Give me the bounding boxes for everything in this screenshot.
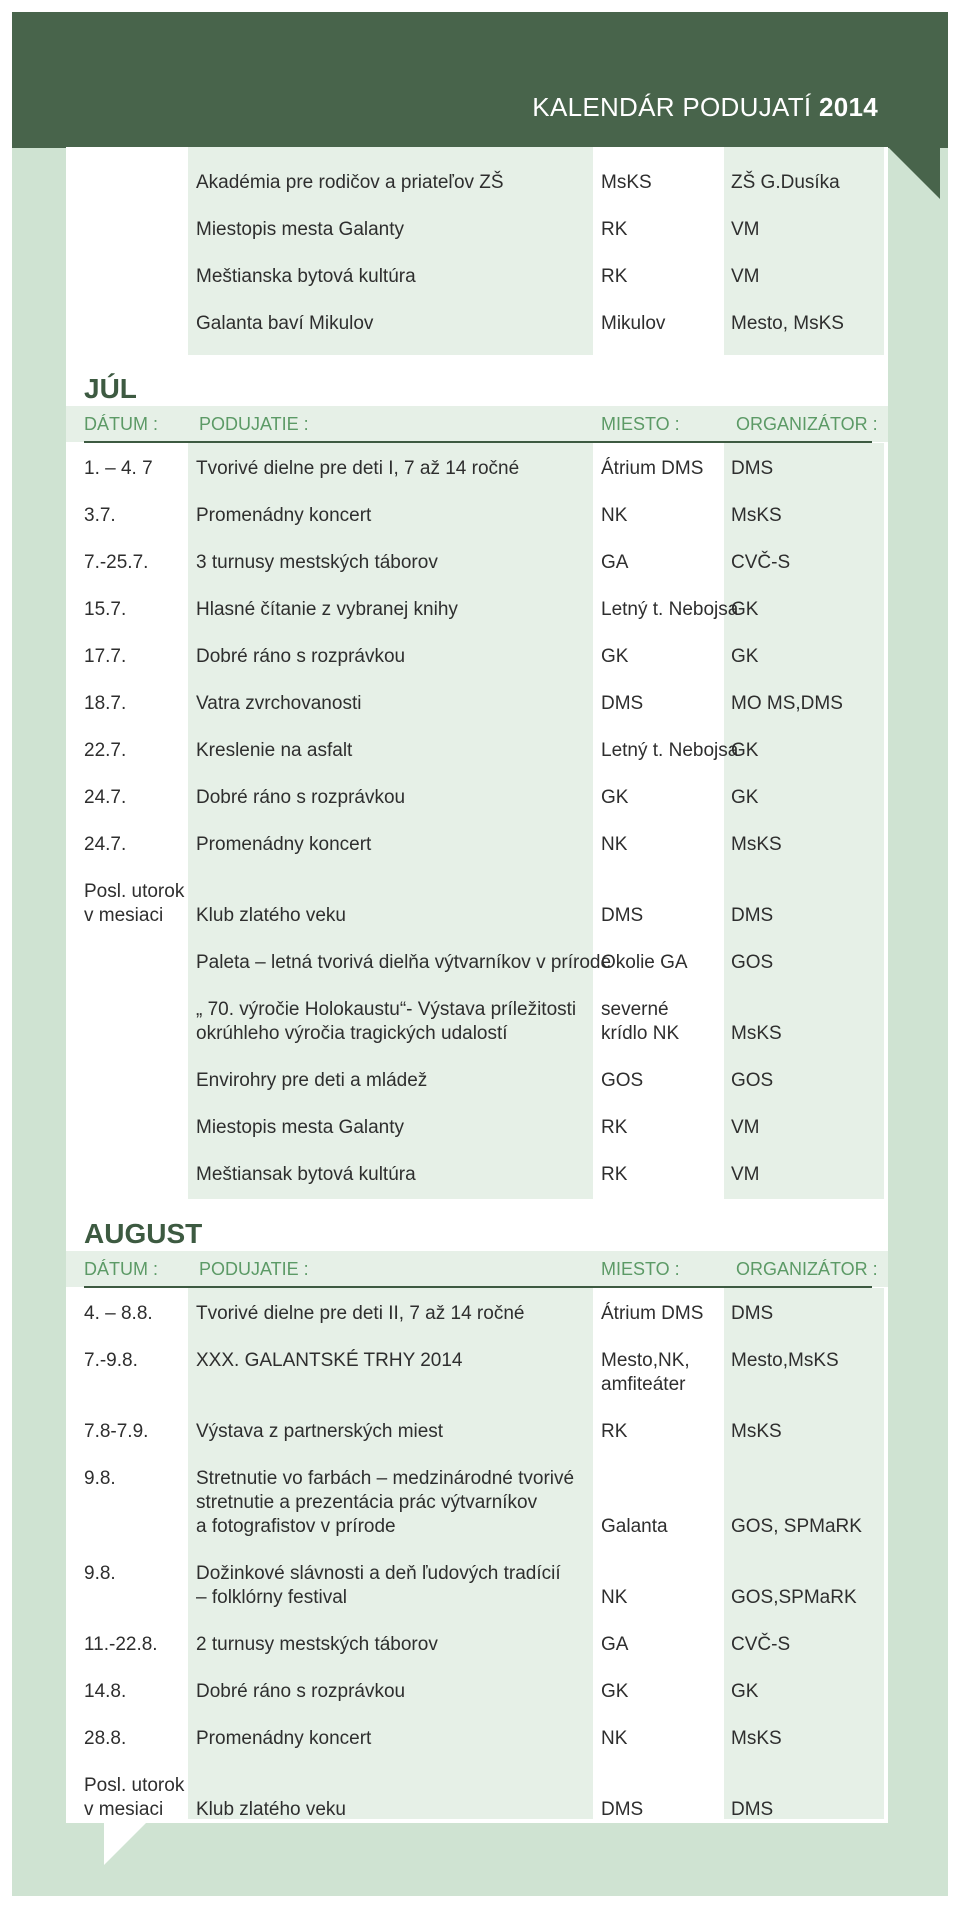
event-place-line: GK — [601, 646, 629, 667]
event-date-line: Posl. utorok — [84, 1775, 185, 1796]
table-row — [66, 1774, 888, 1822]
event-name-line: 2 turnusy mestských táborov — [196, 1634, 438, 1655]
event-name — [196, 1349, 656, 1373]
event-name-line: Dožinkové slávnosti a deň ľudových tradícií — [196, 1563, 561, 1584]
event-organizer — [731, 1302, 881, 1326]
event-date — [84, 1116, 186, 1140]
event-place-line — [601, 880, 731, 904]
event-place-line: Átrium DMS — [601, 1303, 704, 1324]
event-date — [84, 598, 186, 622]
event-name-line: XXX. GALANTSKÉ TRHY 2014 — [196, 1350, 463, 1371]
event-organizer — [731, 457, 881, 481]
event-name — [196, 218, 656, 242]
event-name — [196, 551, 656, 575]
event-date — [84, 1774, 186, 1822]
event-place-line — [601, 1562, 731, 1586]
table-row — [66, 998, 888, 1046]
event-organizer-line — [731, 1491, 881, 1515]
event-name-line: – folklórny festival — [196, 1587, 348, 1608]
jul-colhead-event: PODUJATIE : — [199, 414, 309, 434]
event-date-line — [84, 312, 186, 336]
month-title-august: AUGUST — [84, 1218, 203, 1249]
corner-fold-top — [888, 147, 940, 199]
event-place-line: Galanta — [601, 1516, 668, 1537]
event-place — [601, 1420, 731, 1444]
event-place — [601, 739, 739, 763]
event-date-line: 24.7. — [84, 787, 127, 808]
event-name — [196, 457, 656, 481]
event-place-line: Átrium DMS — [601, 458, 704, 479]
event-place-line: RK — [601, 1164, 628, 1185]
event-name-line: Envirohry pre deti a mládež — [196, 1070, 428, 1091]
event-organizer — [731, 598, 881, 622]
event-place — [601, 551, 731, 575]
event-organizer-line: GK — [731, 646, 759, 667]
event-date-line — [84, 951, 186, 975]
event-date — [84, 1727, 186, 1751]
event-date — [84, 1163, 186, 1187]
event-place — [601, 1680, 731, 1704]
event-name — [196, 265, 656, 289]
event-organizer — [731, 1420, 881, 1444]
event-organizer-line: MsKS — [731, 1023, 782, 1044]
event-date-line — [84, 1116, 186, 1140]
event-organizer-line: Mesto, MsKS — [731, 313, 844, 334]
event-name — [196, 998, 656, 1046]
event-name-line: Meštianska bytová kultúra — [196, 266, 416, 287]
event-name-line: Promenádny koncert — [196, 834, 372, 855]
event-place-line: Okolie GA — [601, 952, 688, 973]
event-name-line: Tvorivé dielne pre deti I, 7 až 14 ročné — [196, 458, 520, 479]
event-place — [601, 1774, 731, 1822]
event-organizer-line: Mesto,MsKS — [731, 1350, 839, 1371]
event-name-line: Miestopis mesta Galanty — [196, 219, 405, 240]
event-name — [196, 1116, 656, 1140]
event-date — [84, 312, 186, 336]
table-row — [66, 1069, 888, 1093]
event-date — [84, 551, 186, 575]
event-date — [84, 1069, 186, 1093]
event-place-line: amfiteáter — [601, 1374, 686, 1395]
event-name — [196, 692, 656, 716]
event-date — [84, 265, 186, 289]
event-organizer-line: ZŠ G.Dusíka — [731, 172, 840, 193]
event-date-line — [84, 1163, 186, 1187]
event-place — [601, 1116, 731, 1140]
title-year: 2014 — [818, 92, 878, 122]
event-organizer — [731, 880, 881, 928]
event-date-line: 9.8. — [84, 1563, 116, 1584]
event-date-line: 28.8. — [84, 1728, 127, 1749]
event-place — [601, 880, 731, 928]
event-organizer — [731, 265, 881, 289]
event-name — [196, 739, 656, 763]
event-date-line — [84, 265, 186, 289]
event-name — [196, 880, 656, 928]
event-organizer-line: GOS — [731, 1070, 774, 1091]
event-organizer-line: GK — [731, 1681, 759, 1702]
event-name — [196, 598, 656, 622]
event-name-line: Tvorivé dielne pre deti II, 7 až 14 ročné — [196, 1303, 525, 1324]
event-name-line: 3 turnusy mestských táborov — [196, 552, 438, 573]
table-row — [66, 598, 888, 622]
event-organizer-line: DMS — [731, 1799, 774, 1820]
august-colhead-event: PODUJATIE : — [199, 1259, 309, 1279]
event-organizer-line: GK — [731, 599, 759, 620]
event-organizer — [731, 1069, 881, 1093]
event-name — [196, 1774, 656, 1822]
event-organizer — [731, 171, 881, 195]
event-date-line — [84, 171, 186, 195]
event-place-line: NK — [601, 505, 628, 526]
event-place — [601, 786, 731, 810]
event-place — [601, 1163, 731, 1187]
event-date — [84, 692, 186, 716]
table-row — [66, 1163, 888, 1187]
event-place — [601, 1633, 731, 1657]
event-name-line: Vatra zvrchovanosti — [196, 693, 362, 714]
august-colhead-place: MIESTO : — [601, 1259, 680, 1279]
table-row — [66, 951, 888, 975]
event-date — [84, 739, 186, 763]
august-colhead-org: ORGANIZÁTOR : — [736, 1259, 878, 1279]
event-organizer-line — [731, 998, 881, 1022]
event-name-line: Miestopis mesta Galanty — [196, 1117, 405, 1138]
event-place — [601, 692, 731, 716]
event-name-line: Dobré ráno s rozprávkou — [196, 787, 406, 808]
event-name-line: Dobré ráno s rozprávkou — [196, 1681, 406, 1702]
event-organizer — [731, 1349, 881, 1373]
event-place-line — [601, 1491, 731, 1515]
event-place-line: DMS — [601, 1799, 644, 1820]
table-row — [66, 1349, 888, 1397]
event-date-line: 7.-25.7. — [84, 552, 149, 573]
event-place-line: NK — [601, 1587, 628, 1608]
event-name — [196, 171, 656, 195]
event-place-line: DMS — [601, 693, 644, 714]
event-organizer — [731, 833, 881, 857]
event-organizer-line — [731, 1774, 881, 1798]
event-organizer-line: CVČ-S — [731, 552, 791, 573]
event-place-line: krídlo NK — [601, 1023, 680, 1044]
table-row — [66, 833, 888, 857]
event-date-line — [84, 1069, 186, 1093]
event-organizer-line: DMS — [731, 1303, 774, 1324]
event-place — [601, 265, 731, 289]
event-name — [196, 1163, 656, 1187]
event-place-line — [601, 1467, 731, 1491]
event-place — [601, 998, 731, 1046]
event-name-line: Meštiansak bytová kultúra — [196, 1164, 416, 1185]
header-bar — [12, 12, 948, 148]
event-date-line: v mesiaci — [84, 905, 164, 926]
table-row — [66, 645, 888, 669]
event-place-line: MsKS — [601, 172, 652, 193]
event-name — [196, 951, 656, 975]
event-name-line: Promenádny koncert — [196, 1728, 372, 1749]
event-date-line: 7.8-7.9. — [84, 1421, 149, 1442]
table-row — [66, 1467, 888, 1539]
event-date-line: 24.7. — [84, 834, 127, 855]
event-name-line: Stretnutie vo farbách – medzinárodné tvorivé — [196, 1468, 575, 1489]
event-date-line: 22.7. — [84, 740, 127, 761]
jul-colhead-org: ORGANIZÁTOR : — [736, 414, 878, 434]
event-name-line: okrúhleho výročia tragických udalostí — [196, 1023, 508, 1044]
event-date-line: 11.-22.8. — [84, 1634, 158, 1655]
event-organizer-line: VM — [731, 219, 760, 240]
event-organizer — [731, 312, 881, 336]
event-name-line: Akadémia pre rodičov a priateľov ZŠ — [196, 172, 504, 193]
event-name — [196, 1680, 656, 1704]
event-name — [196, 1633, 656, 1657]
event-place-line: GK — [601, 787, 629, 808]
event-place — [601, 598, 739, 622]
event-organizer — [731, 951, 881, 975]
event-organizer — [731, 1774, 881, 1822]
event-name — [196, 1302, 656, 1326]
event-organizer-line — [731, 1467, 881, 1491]
event-organizer — [731, 218, 881, 242]
event-organizer — [731, 551, 881, 575]
event-date — [84, 1562, 186, 1586]
event-place-line — [601, 1774, 731, 1798]
event-organizer-line — [731, 880, 881, 904]
table-row — [66, 265, 888, 289]
table-row — [66, 1727, 888, 1751]
event-place-line: Mikulov — [601, 313, 666, 334]
event-organizer-line: DMS — [731, 458, 774, 479]
event-name — [196, 645, 656, 669]
event-name — [196, 1420, 656, 1444]
event-date — [84, 1420, 186, 1444]
event-organizer — [731, 645, 881, 669]
event-name-line — [196, 1774, 656, 1798]
event-name-line: stretnutie a prezentácia prác výtvarníkov — [196, 1492, 538, 1513]
event-name-line: a fotografistov v prírode — [196, 1516, 396, 1537]
event-date — [84, 880, 186, 928]
event-place-line: Letný t. Nebojsa — [601, 740, 739, 761]
event-name-line: Hlasné čítanie z vybranej knihy — [196, 599, 458, 620]
event-place-line: GOS — [601, 1070, 644, 1091]
event-date — [84, 1467, 186, 1491]
event-date-line — [84, 998, 186, 1022]
event-place — [601, 1302, 731, 1326]
event-date-line: 4. – 8.8. — [84, 1303, 153, 1324]
jul-colhead-place: MIESTO : — [601, 414, 680, 434]
event-name-line: Galanta baví Mikulov — [196, 313, 374, 334]
jul-colhead-date: DÁTUM : — [84, 414, 158, 434]
event-name-line: Promenádny koncert — [196, 505, 372, 526]
event-name — [196, 1467, 656, 1539]
event-name-line: „ 70. výročie Holokaustu“- Výstava príležitosti — [196, 999, 577, 1020]
event-place-line: NK — [601, 834, 628, 855]
event-place — [601, 1562, 731, 1610]
event-place-line: GA — [601, 552, 629, 573]
event-date — [84, 457, 186, 481]
event-place — [601, 1467, 731, 1539]
event-place-line: GK — [601, 1681, 629, 1702]
title-text: KALENDÁR PODUJATÍ — [532, 92, 812, 122]
table-row — [66, 171, 888, 195]
table-row — [66, 1633, 888, 1657]
table-row — [66, 1302, 888, 1326]
event-organizer-line: CVČ-S — [731, 1634, 791, 1655]
event-place-line: RK — [601, 1421, 628, 1442]
event-organizer — [731, 1562, 881, 1610]
event-place — [601, 457, 731, 481]
table-row — [66, 1680, 888, 1704]
event-organizer-line: MsKS — [731, 1728, 782, 1749]
event-organizer — [731, 692, 881, 716]
event-date-line: v mesiaci — [84, 1799, 164, 1820]
event-name — [196, 1727, 656, 1751]
table-row — [66, 739, 888, 763]
event-organizer-line: GOS,SPMaRK — [731, 1587, 857, 1608]
event-organizer — [731, 1680, 881, 1704]
august-colhead-date: DÁTUM : — [84, 1259, 158, 1279]
event-date — [84, 218, 186, 242]
event-place — [601, 504, 731, 528]
event-place-line: RK — [601, 266, 628, 287]
event-place — [601, 218, 731, 242]
event-place — [601, 1349, 731, 1397]
event-date-line: 7.-9.8. — [84, 1350, 138, 1371]
event-date-line: 17.7. — [84, 646, 127, 667]
event-place — [601, 833, 731, 857]
event-date — [84, 1349, 186, 1373]
event-name — [196, 1069, 656, 1093]
event-name — [196, 786, 656, 810]
table-row — [66, 1562, 888, 1610]
table-row — [66, 504, 888, 528]
event-organizer — [731, 786, 881, 810]
event-name-line: Klub zlatého veku — [196, 1799, 346, 1820]
event-organizer-line: VM — [731, 1117, 760, 1138]
month-title-jul: JÚL — [84, 373, 137, 404]
event-date-line — [84, 218, 186, 242]
event-date — [84, 786, 186, 810]
event-date-line: 1. – 4. 7 — [84, 458, 153, 479]
table-row — [66, 218, 888, 242]
event-organizer-line: MsKS — [731, 834, 782, 855]
event-organizer-line: MsKS — [731, 505, 782, 526]
event-place — [601, 645, 731, 669]
event-place-line: Mesto,NK, — [601, 1350, 690, 1371]
event-date-line: 15.7. — [84, 599, 127, 620]
event-place — [601, 312, 731, 336]
event-organizer — [731, 998, 881, 1046]
event-place-line: GA — [601, 1634, 629, 1655]
event-organizer-line: GK — [731, 740, 759, 761]
event-name-line: Paleta – letná tvorivá dielňa výtvarníkov v prírode — [196, 952, 612, 973]
event-name — [196, 312, 656, 336]
event-date — [84, 998, 186, 1022]
event-organizer-line: MsKS — [731, 1421, 782, 1442]
event-name — [196, 833, 656, 857]
event-organizer-line: VM — [731, 1164, 760, 1185]
event-name — [196, 1562, 656, 1610]
table-row — [66, 692, 888, 716]
event-place-line: RK — [601, 219, 628, 240]
event-organizer — [731, 1116, 881, 1140]
event-place — [601, 1727, 731, 1751]
event-organizer-line: VM — [731, 266, 760, 287]
event-date — [84, 1302, 186, 1326]
event-organizer — [731, 1467, 881, 1539]
event-place — [601, 1069, 731, 1093]
table-row — [66, 312, 888, 336]
event-organizer — [731, 1633, 881, 1657]
event-name-line: Kreslenie na asfalt — [196, 740, 353, 761]
event-date-line: 9.8. — [84, 1468, 116, 1489]
event-place — [601, 171, 731, 195]
event-organizer — [731, 1727, 881, 1751]
table-row — [66, 880, 888, 928]
event-name-line — [196, 880, 656, 904]
table-row — [66, 786, 888, 810]
event-date — [84, 1633, 186, 1657]
event-date — [84, 951, 186, 975]
event-organizer — [731, 1163, 881, 1187]
event-date — [84, 171, 186, 195]
event-organizer-line: MO MS,DMS — [731, 693, 843, 714]
event-date — [84, 504, 186, 528]
table-row — [66, 1420, 888, 1444]
event-place-line: RK — [601, 1117, 628, 1138]
event-place-line: severné — [601, 999, 669, 1020]
event-place — [601, 951, 731, 975]
event-name — [196, 504, 656, 528]
event-date-line: 3.7. — [84, 505, 116, 526]
event-date — [84, 1680, 186, 1704]
event-place-line: NK — [601, 1728, 628, 1749]
corner-fold-bottom — [104, 1823, 146, 1865]
table-row — [66, 1116, 888, 1140]
event-date-line: 18.7. — [84, 693, 127, 714]
event-name-line: Výstava z partnerských miest — [196, 1421, 444, 1442]
event-organizer-line — [731, 1562, 881, 1586]
event-date — [84, 833, 186, 857]
event-organizer-line: GOS, SPMaRK — [731, 1516, 862, 1537]
event-organizer-line: GK — [731, 787, 759, 808]
table-row — [66, 551, 888, 575]
event-place-line: Letný t. Nebojsa — [601, 599, 739, 620]
event-organizer-line: GOS — [731, 952, 774, 973]
table-row — [66, 457, 888, 481]
event-date — [84, 645, 186, 669]
event-date-line: Posl. utorok — [84, 881, 185, 902]
event-organizer — [731, 739, 881, 763]
page-title — [532, 92, 878, 123]
event-organizer — [731, 504, 881, 528]
event-name-line: Klub zlatého veku — [196, 905, 346, 926]
event-date-line: 14.8. — [84, 1681, 127, 1702]
event-name-line: Dobré ráno s rozprávkou — [196, 646, 406, 667]
event-place-line: DMS — [601, 905, 644, 926]
event-organizer-line: DMS — [731, 905, 774, 926]
